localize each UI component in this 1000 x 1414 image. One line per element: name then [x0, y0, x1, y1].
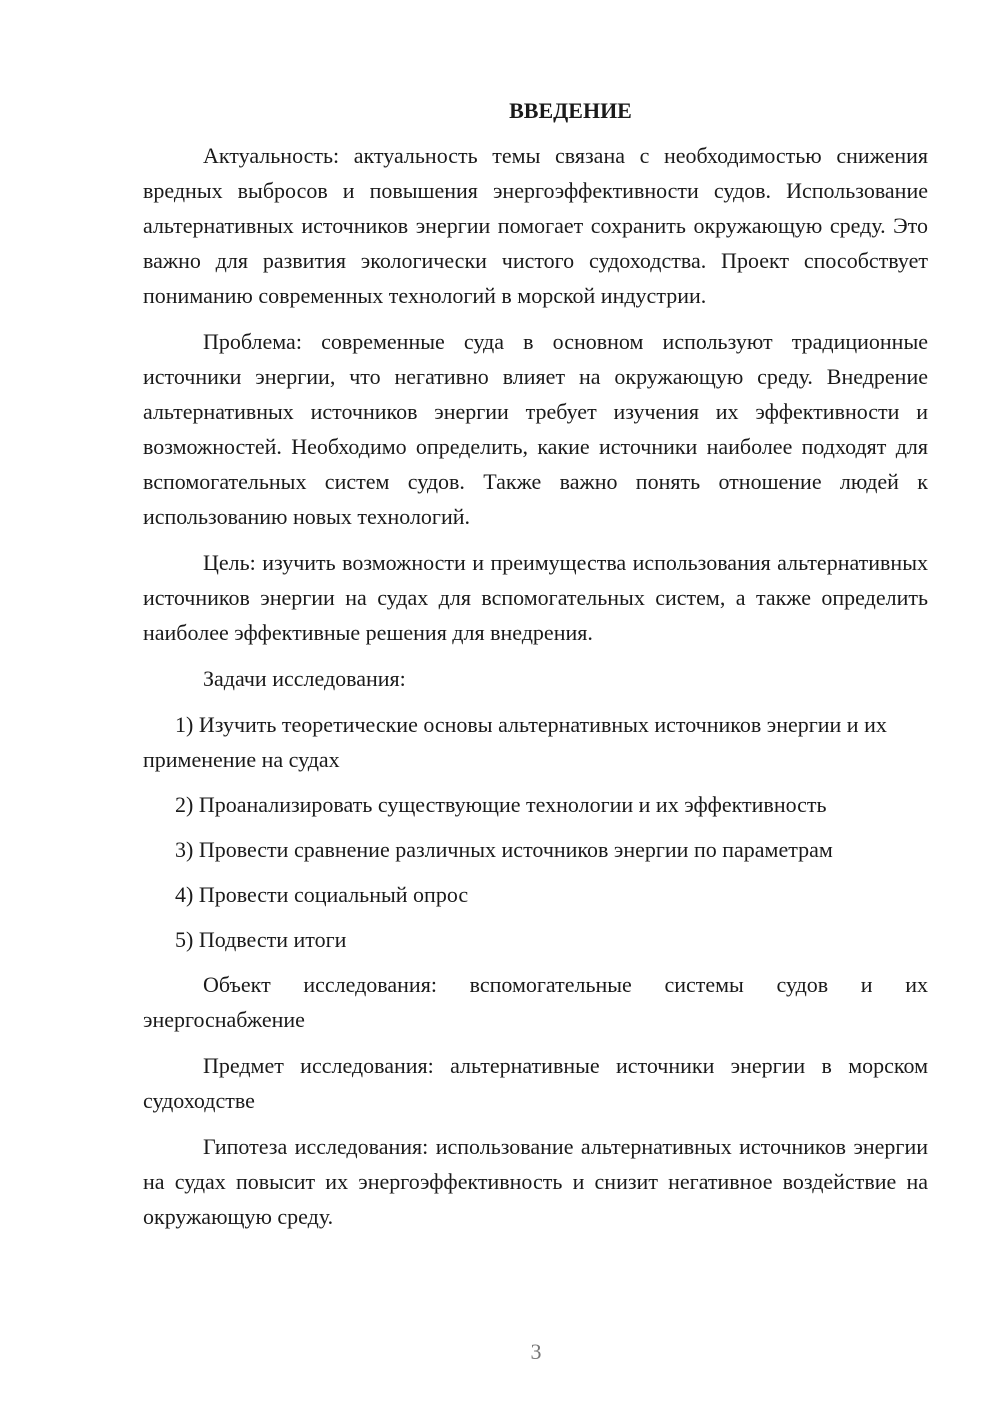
section-title: ВВЕДЕНИЕ [509, 98, 632, 123]
problem-paragraph: Проблема: современные суда в основном используют традиционные источники энергии, что негативно влияет на окружающую среду. Внедрение альтернативных источников энергии требует изучения их эффективности и возможностей. Необходимо определить, какие источники наиболее подходят для вспомогательных систем судов. Также важно понять отношение людей к использованию новых технологий. [143, 329, 928, 529]
hypothesis-paragraph: Гипотеза исследования: использование альтернативных источников энергии на судах повысит их энергоэффективность и снизит негативное воздействие на окружающую среду. [143, 1134, 928, 1229]
tasks-list [143, 707, 928, 957]
subject-paragraph: Предмет исследования: альтернативные источники энергии в морском судоходстве [143, 1053, 928, 1113]
task-item-3: 3) Провести сравнение различных источников энергии по параметрам [175, 837, 833, 862]
task-item-2: 2) Проанализировать существующие технологии и их эффективность [175, 792, 827, 817]
page-content [143, 93, 928, 1245]
task-item-4: 4) Провести социальный опрос [175, 882, 469, 907]
object-paragraph: Объект исследования: вспомогательные системы судов и их энергоснабжение [143, 972, 928, 1032]
task-item-1: 1) Изучить теоретические основы альтернативных источников энергии и их применение на судах [143, 712, 887, 772]
goal-paragraph: Цель: изучить возможности и преимущества использования альтернативных источников энергии на судах для вспомогательных систем, а также определить наиболее эффективные решения для внедрения. [143, 550, 928, 645]
relevance-paragraph: Актуальность: актуальность темы связана с необходимостью снижения вредных выбросов и повышения энергоэффективности судов. Использование альтернативных источников энергии помогает сохранить окружающую среду. Это важно для развития экологически чистого судоходства. Проект способствует пониманию современных технологий в морской индустрии. [143, 143, 928, 308]
tasks-heading: Задачи исследования: [203, 666, 406, 691]
page-number: 3 [530, 1339, 542, 1364]
task-item-5: 5) Подвести итоги [175, 927, 347, 952]
